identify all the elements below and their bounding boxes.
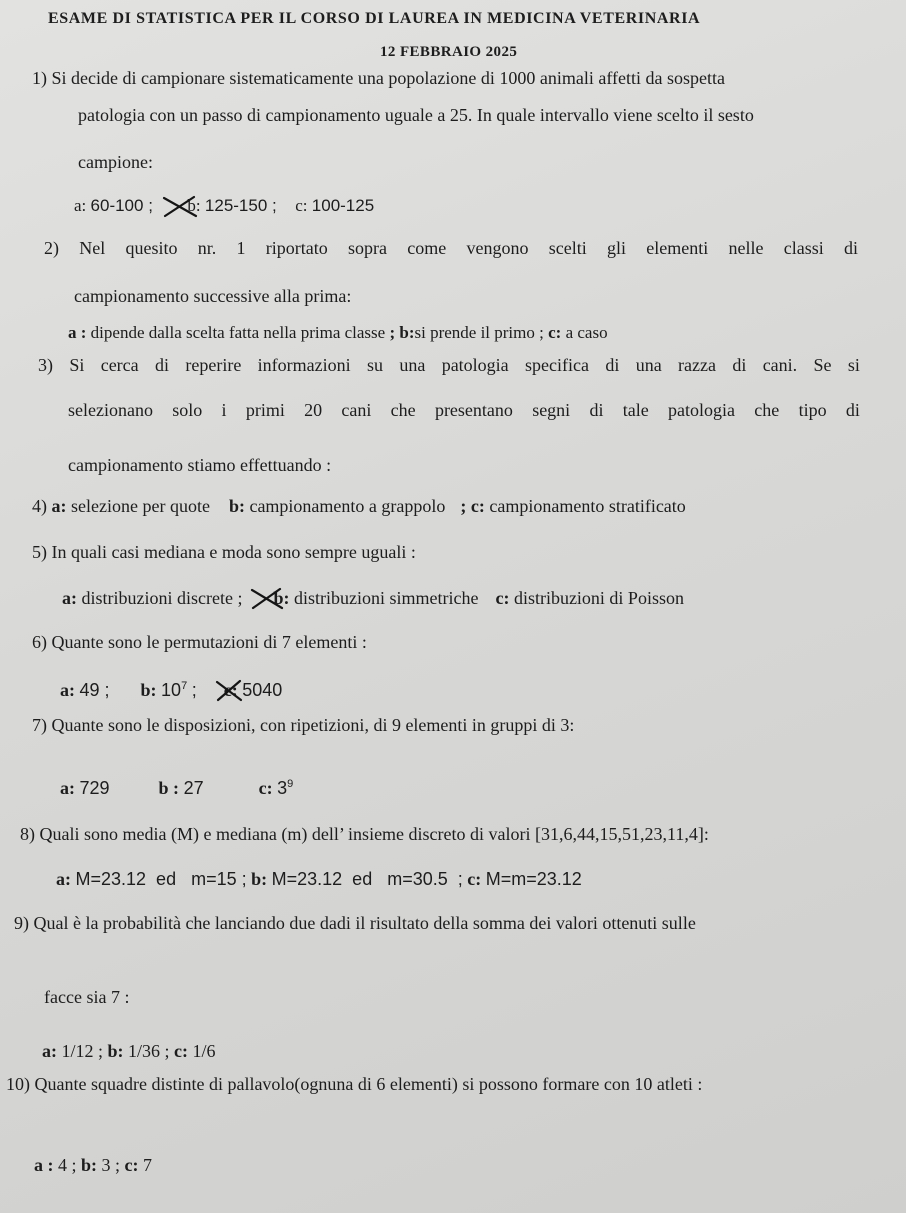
- question-7-options: [60, 778, 293, 799]
- option-c-text: campionamento stratificato: [489, 496, 686, 516]
- word: cerca: [100, 355, 139, 375]
- option-b-text: campionamento a grappolo: [249, 496, 446, 516]
- option-a-text: M=23.12 ed m=15 ;: [75, 869, 247, 889]
- word: segni: [532, 400, 571, 420]
- option-b-selected: [273, 588, 482, 608]
- word: Se: [813, 355, 832, 375]
- word: informazioni: [257, 355, 351, 375]
- question-9-line-2: facce sia 7 :: [44, 987, 130, 1007]
- option-a-text: 49 ;: [79, 680, 110, 700]
- word: Si: [69, 355, 85, 375]
- question-5-options: [62, 588, 684, 609]
- option-c-text: 100-125: [311, 196, 375, 215]
- word: una: [399, 355, 426, 375]
- option-a-text: dipende dalla scelta fatta nella prima classe: [90, 323, 386, 342]
- option-c-text: distribuzioni di Poisson: [513, 588, 684, 608]
- question-3-line-3: campionamento stiamo effettuando :: [68, 455, 332, 475]
- question-4-number: 4): [32, 496, 47, 516]
- option-a-text: 60-100 ;: [90, 196, 153, 215]
- question-1-line-2: patologia con un passo di campionamento uguale a 25. In quale intervallo viene scelto il sesto: [78, 105, 754, 125]
- word: come: [407, 238, 447, 258]
- word: patologia: [441, 355, 509, 375]
- option-c-text: a caso: [565, 323, 608, 342]
- word: una: [635, 355, 662, 375]
- word: riportato: [265, 238, 328, 258]
- cross-mark-icon: [249, 586, 285, 612]
- option-a-label: a :: [68, 323, 87, 342]
- option-c-text: $3^9$: [277, 778, 294, 798]
- option-b-text: $10^7$: [161, 680, 188, 700]
- exam-title: ESAME DI STATISTICA PER IL CORSO DI LAUREA IN MEDICINA VETERINARIA: [48, 10, 701, 27]
- word: i: [221, 400, 227, 420]
- option-a-label: a:: [42, 1041, 57, 1061]
- question-1-options: [74, 196, 374, 216]
- option-c-label: c:: [295, 196, 308, 215]
- option-a-text: 729: [79, 778, 110, 798]
- option-a-label: a:: [60, 680, 75, 700]
- option-b-label: b:: [273, 588, 290, 608]
- word: di: [155, 355, 170, 375]
- question-2-line-2: campionamento successive alla prima:: [74, 286, 352, 306]
- option-a-label: a:: [62, 588, 77, 608]
- question-8-line-1: 8) Quali sono media (M) e mediana (m) dell’ insieme discreto di valori [31,6,44,15,51,23,11,4]:: [20, 824, 709, 844]
- option-b-label: ; b:: [389, 323, 415, 342]
- question-1-line-3: campione:: [78, 152, 153, 172]
- exam-date: 12 FEBBRAIO 2025: [380, 44, 518, 60]
- question-9-options: [42, 1041, 216, 1062]
- word: quesito: [125, 238, 178, 258]
- question-7-line-1: 7) Quante sono le disposizioni, con ripetizioni, di 9 elementi in gruppi di 3:: [32, 715, 575, 735]
- question-8-options: [56, 869, 582, 890]
- question-5-line-1: 5) In quali casi mediana e moda sono sempre uguali :: [32, 542, 416, 562]
- option-b-text: distribuzioni simmetriche: [293, 588, 479, 608]
- word: Nel: [79, 238, 106, 258]
- option-a-label: a:: [74, 196, 87, 215]
- word: cani: [341, 400, 372, 420]
- option-b-label: b:: [187, 196, 201, 215]
- option-b-text: M=23.12 ed m=30.5 ;: [271, 869, 463, 889]
- word: che: [390, 400, 416, 420]
- word: 1: [236, 238, 246, 258]
- word: tale: [622, 400, 649, 420]
- word: di: [732, 355, 747, 375]
- option-b-text: 27: [183, 778, 204, 798]
- word: 2): [44, 238, 59, 258]
- option-c-text: M=m=23.12: [485, 869, 582, 889]
- option-b-text: 1/36 ;: [128, 1041, 170, 1061]
- option-b-label: b :: [158, 778, 180, 798]
- word: di: [843, 238, 858, 258]
- option-c-label: c:: [124, 1155, 139, 1175]
- option-c-text: 5040: [242, 680, 283, 700]
- word: di: [605, 355, 620, 375]
- word: solo: [172, 400, 203, 420]
- word: specifica: [525, 355, 589, 375]
- option-c-label: c:: [467, 869, 482, 889]
- question-6-line-1: 6) Quante sono le permutazioni di 7 elementi :: [32, 632, 367, 652]
- question-10-line-1: 10) Quante squadre distinte di pallavolo(ognuna di 6 elementi) si possono formare con 10 atleti :: [6, 1074, 703, 1094]
- option-b-text: 3 ;: [101, 1155, 121, 1175]
- option-c-label: c:: [495, 588, 510, 608]
- option-a-label: a :: [34, 1155, 54, 1175]
- question-3-line-1: [38, 355, 860, 376]
- option-c-text: 7: [143, 1155, 153, 1175]
- option-a-label: a:: [56, 869, 71, 889]
- cross-mark-icon: [161, 194, 199, 220]
- question-2-options: [68, 323, 608, 343]
- option-a-text: 4 ;: [58, 1155, 77, 1175]
- word: che: [754, 400, 780, 420]
- option-a-label: a:: [51, 496, 67, 516]
- option-c-label: c:: [223, 680, 238, 700]
- question-9-line-1: 9) Qual è la probabilità che lanciando due dadi il risultato della somma dei valori ottenuti sulle: [14, 913, 696, 933]
- option-b-label: b:: [107, 1041, 124, 1061]
- option-c-label: c:: [548, 323, 562, 342]
- option-b-label: b:: [81, 1155, 98, 1175]
- word: cani.: [762, 355, 798, 375]
- option-c-label: ; c:: [460, 496, 485, 516]
- option-a-text: distribuzioni discrete ;: [81, 588, 243, 608]
- option-c-selected: [224, 680, 283, 700]
- option-b-label: b:: [140, 680, 157, 700]
- word: si: [847, 355, 860, 375]
- option-a-text: 1/12 ;: [61, 1041, 104, 1061]
- question-4-options: [32, 496, 686, 517]
- option-c-label: c:: [258, 778, 273, 798]
- word: presentano: [434, 400, 513, 420]
- word: sopra: [348, 238, 387, 258]
- word: elementi: [646, 238, 709, 258]
- question-3-line-2: [68, 400, 860, 421]
- question-1-line-1: 1) Si decide di campionare sistematicamente una popolazione di 1000 animali affetti da sospetta: [32, 68, 725, 88]
- word: scelti: [548, 238, 587, 258]
- word: di: [845, 400, 860, 420]
- option-b-text: 125-150 ;: [204, 196, 277, 215]
- option-b-selected: [187, 196, 281, 215]
- option-b-label: b:: [251, 869, 268, 889]
- question-6-options: a: 49 ; b: $10^7$ ; c: 5040: [60, 680, 282, 701]
- word: razza: [678, 355, 716, 375]
- word: su: [366, 355, 383, 375]
- word: tipo: [798, 400, 827, 420]
- word: primi: [245, 400, 285, 420]
- word: nr.: [197, 238, 217, 258]
- question-2-line-1: [44, 238, 858, 259]
- word: 3): [38, 355, 53, 375]
- word: selezionano: [68, 400, 153, 420]
- word: reperire: [185, 355, 242, 375]
- option-b-text: si prende il primo ;: [414, 323, 544, 342]
- cross-mark-icon: [214, 678, 244, 704]
- option-a-label: a:: [60, 778, 75, 798]
- word: 20: [304, 400, 323, 420]
- word: di: [589, 400, 604, 420]
- option-a-text: selezione per quote: [71, 496, 210, 516]
- word: nelle: [728, 238, 764, 258]
- word: gli: [606, 238, 626, 258]
- option-c-label: c:: [174, 1041, 189, 1061]
- option-b-label: b:: [228, 496, 245, 516]
- word: patologia: [668, 400, 736, 420]
- word: classi: [783, 238, 824, 258]
- word: vengono: [466, 238, 529, 258]
- option-c-text: 1/6: [192, 1041, 216, 1061]
- question-10-options: [34, 1155, 152, 1176]
